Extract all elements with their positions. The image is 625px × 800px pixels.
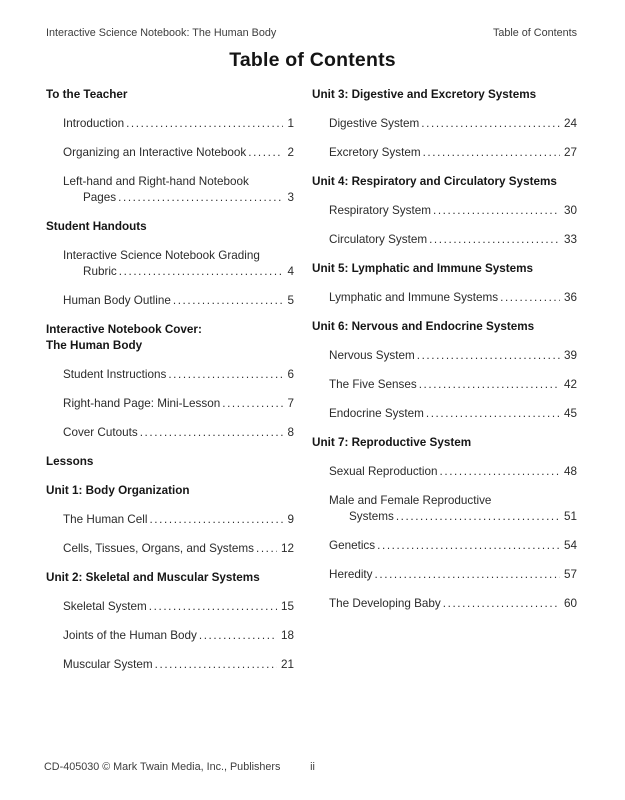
dot-leader [118,190,283,206]
dot-leader [248,145,283,161]
toc-entry [312,377,577,393]
dot-leader [222,396,283,412]
section-heading [46,483,294,499]
dot-leader [440,464,560,480]
toc-entry-row [63,541,294,557]
toc-page-number: 18 [280,629,294,642]
dot-leader [126,116,283,132]
toc-entry-label: Male and Female Reproductive [329,494,492,507]
toc-entry-row [63,367,294,383]
toc-page-number: 60 [563,597,577,610]
dot-leader [140,425,284,441]
dot-leader [433,203,560,219]
toc-entry-row [63,264,294,280]
toc-page-number: 4 [287,265,294,278]
toc-page-number: 21 [280,658,294,671]
toc-entry [46,628,294,644]
toc-entry [312,145,577,161]
toc-entry-row [329,509,577,525]
toc-entry-label: Nervous System [329,349,415,362]
toc-entry [312,596,577,612]
toc-entry [312,464,577,480]
section-heading-text: Unit 6: Nervous and Endocrine Systems [312,320,535,333]
section-heading [46,87,294,103]
toc-entry-label: Sexual Reproduction [329,465,438,478]
toc-page-number: 7 [287,397,294,410]
toc-entry [46,599,294,615]
toc-entry-row [63,293,294,309]
toc-entry-row [329,596,577,612]
section-heading [46,570,294,586]
toc-entry [312,116,577,132]
toc-entry [46,116,294,132]
section-heading [46,454,294,470]
toc-entry-label: Endocrine System [329,407,424,420]
toc-entry-label: The Developing Baby [329,597,441,610]
toc-entry-row [63,116,294,132]
toc-entry-label: Circulatory System [329,233,428,246]
toc-entry-label: Excretory System [329,146,421,159]
toc-entry-row [63,512,294,528]
dot-leader [149,512,283,528]
toc-entry [46,396,294,412]
toc-entry-row [63,628,294,644]
toc-entry-label: Cells, Tissues, Organs, and Systems [63,542,254,555]
toc-page-number: 1 [287,117,294,130]
toc-entry-label: Introduction [63,117,125,130]
footer-page-number: ii [310,761,315,773]
toc-page-number: 39 [563,349,577,362]
section-heading [312,435,577,451]
dot-leader [419,377,560,393]
toc-page-number: 45 [563,407,577,420]
toc-columns [46,87,577,686]
toc-entry [312,348,577,364]
dot-leader [426,406,560,422]
dot-leader [417,348,560,364]
toc-entry [46,174,294,206]
toc-entry [312,232,577,248]
toc-page-number: 27 [563,146,577,159]
toc-entry [312,567,577,583]
toc-page-number: 15 [280,600,294,613]
toc-entry-label: Human Body Outline [63,294,171,307]
section-heading-text: To the Teacher [46,88,128,101]
toc-entry [46,541,294,557]
toc-page-number: 36 [563,291,577,304]
toc-entry-row [329,567,577,583]
dot-leader [199,628,277,644]
dot-leader [375,567,560,583]
section-heading [312,174,577,190]
toc-entry-row [329,348,577,364]
toc-page-number: 48 [563,465,577,478]
toc-page-number: 6 [287,368,294,381]
toc-entry [312,538,577,554]
toc-entry [46,512,294,528]
toc-entry-label: Lymphatic and Immune Systems [329,291,499,304]
toc-column-right [312,87,577,686]
section-heading-text: Lessons [46,455,94,468]
toc-entry-row [63,599,294,615]
toc-entry [312,493,577,525]
toc-entry-row [329,464,577,480]
page-title: Table of Contents [229,49,396,71]
toc-page-number: 12 [280,542,294,555]
dot-leader [423,145,560,161]
toc-entry [46,367,294,383]
toc-entry-label: Joints of the Human Body [63,629,197,642]
toc-entry [46,293,294,309]
toc-entry-label: Right-hand Page: Mini-Lesson [63,397,221,410]
toc-entry-label: Skeletal System [63,600,147,613]
toc-entry-label: Student Instructions [63,368,167,381]
running-header [46,27,577,39]
section-heading [46,322,294,354]
toc-page-number: 30 [563,204,577,217]
section-heading [312,319,577,335]
toc-page-number: 9 [287,513,294,526]
section-heading-text: Unit 2: Skeletal and Muscular Systems [46,571,260,584]
dot-leader [256,541,277,557]
toc-entry-row [63,396,294,412]
section-heading-text: Unit 7: Reproductive System [312,436,472,449]
toc-entry-row [329,290,577,306]
running-footer [0,761,625,777]
dot-leader [168,367,283,383]
toc-entry-label: Respiratory System [329,204,431,217]
toc-entry-label: Systems [349,510,394,523]
toc-entry [46,248,294,280]
dot-leader [149,599,277,615]
section-heading-text: Unit 1: Body Organization [46,484,190,497]
dot-leader [429,232,560,248]
running-header-left: Interactive Science Notebook: The Human Body [46,27,277,39]
toc-entry-row [329,406,577,422]
toc-entry-label: Cover Cutouts [63,426,138,439]
dot-leader [396,509,560,525]
toc-entry-label: Rubric [83,265,117,278]
toc-entry-row [63,145,294,161]
toc-entry-label: Organizing an Interactive Notebook [63,146,247,159]
toc-entry-label: Left-hand and Right-hand Notebook [63,175,249,188]
toc-page-number: 33 [563,233,577,246]
section-heading [46,219,294,235]
toc-entry-label: Genetics [329,539,376,552]
section-heading-text: Interactive Notebook Cover: [46,323,202,336]
toc-entry [46,425,294,441]
toc-entry-label: Pages [83,191,117,204]
toc-page-number: 3 [287,191,294,204]
toc-entry-label: The Five Senses [329,378,417,391]
dot-leader [500,290,560,306]
toc-page-number: 24 [563,117,577,130]
toc-entry [46,145,294,161]
toc-entry [46,657,294,673]
section-heading-text: Unit 5: Lymphatic and Immune Systems [312,262,534,275]
toc-entry-row [329,116,577,132]
section-heading-text: The Human Body [46,339,143,352]
toc-entry-row [63,657,294,673]
section-heading [312,261,577,277]
toc-column-left [46,87,294,686]
dot-leader [443,596,560,612]
toc-entry-row [329,377,577,393]
toc-page-number: 54 [563,539,577,552]
toc-entry-row [329,203,577,219]
section-heading-text: Unit 4: Respiratory and Circulatory Systems [312,175,557,188]
toc-entry-label: Heredity [329,568,373,581]
toc-entry-label: Interactive Science Notebook Grading [63,249,260,262]
toc-entry [312,203,577,219]
toc-page-number: 2 [287,146,294,159]
dot-leader [421,116,560,132]
toc-entry-label: The Human Cell [63,513,148,526]
toc-entry-row [329,145,577,161]
dot-leader [155,657,277,673]
dot-leader [119,264,284,280]
toc-page-number: 42 [563,378,577,391]
dot-leader [377,538,560,554]
toc-entry [312,290,577,306]
section-heading-text: Student Handouts [46,220,147,233]
toc-entry-row [63,190,294,206]
section-heading-text: Unit 3: Digestive and Excretory Systems [312,88,537,101]
toc-entry-label: Digestive System [329,117,420,130]
toc-entry [312,406,577,422]
toc-page-number: 5 [287,294,294,307]
toc-page-number: 8 [287,426,294,439]
footer-credit: CD-405030 © Mark Twain Media, Inc., Publishers [44,761,281,773]
toc-entry-row [63,425,294,441]
dot-leader [173,293,284,309]
running-header-right: Table of Contents [492,27,577,39]
toc-page-number: 51 [563,510,577,523]
section-heading [312,87,577,103]
toc-entry-row [329,232,577,248]
toc-page-number: 57 [563,568,577,581]
toc-entry-row [329,538,577,554]
toc-entry-label: Muscular System [63,658,153,671]
